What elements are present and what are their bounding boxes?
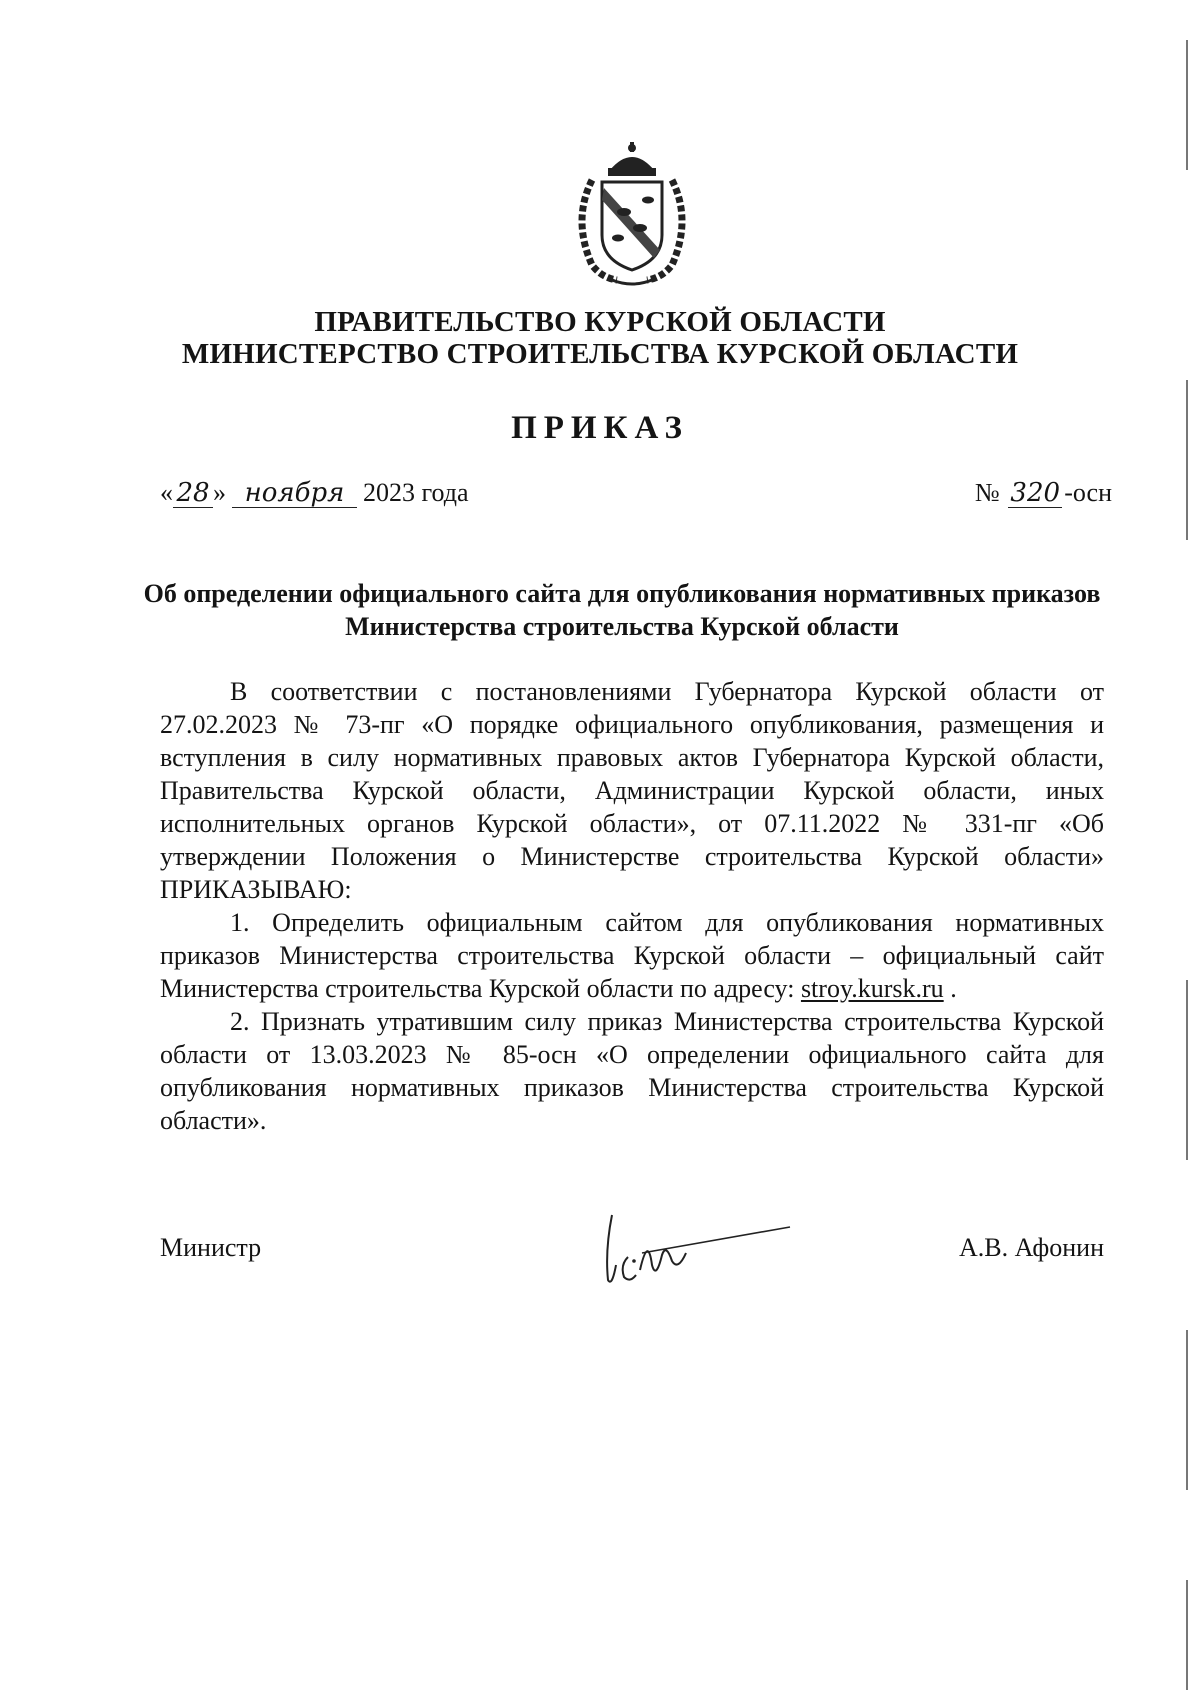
number-prefix: № [974, 478, 1000, 507]
item-1-paragraph [160, 906, 1104, 1005]
government-title: ПРАВИТЕЛЬСТВО КУРСКОЙ ОБЛАСТИ [314, 306, 886, 338]
ministry-title: МИНИСТЕРСТВО СТРОИТЕЛЬСТВА КУРСКОЙ ОБЛАСТИ [181, 338, 1019, 370]
scan-edge-mark [1186, 1330, 1188, 1490]
scan-edge-mark [1186, 380, 1188, 540]
scan-edge-mark [1186, 1580, 1188, 1690]
item-1-text: 1. Определить официальным сайтом для опубликования нормативных приказов Министерства строительства Курской области – официальный сайт Министерства строительства Курской области по адресу: [160, 908, 1104, 1003]
date-month-handwritten: ноября [232, 479, 357, 508]
site-url-link[interactable]: stroy.kursk.ru [800, 974, 944, 1003]
date-day-handwritten: 28 [173, 479, 213, 508]
document-type-title: ПРИКАЗ [511, 410, 689, 446]
number-suffix: -осн [1064, 478, 1112, 507]
scan-edge-mark [1186, 40, 1188, 170]
item-2-paragraph: 2. Признать утратившим силу приказ Министерства строительства Курской области от 13.03.2023 № 85-осн «О определении официального сайта для опубликования нормативных приказов Министерства строительства Курской области». [160, 1007, 1104, 1135]
date-open-quote: « [160, 478, 173, 507]
preamble-paragraph: В соответствии с постановлениями Губернатора Курской области от 27.02.2023 № 73-пг «О порядке официального опубликования, размещения и вступления в силу нормативных правовых актов Губернатора Курской области, Правительства Курской области, Администрации Курской области, иных исполнительных органов Курской области», от 07.11.2022 № 331-пг «Об утверждении Положения о Министерстве строительства Курской области» ПРИКАЗЫВАЮ: [160, 677, 1104, 904]
document-number [975, 478, 1112, 508]
signature-icon [590, 1195, 840, 1295]
item-1-end: . [943, 974, 957, 1003]
scan-edge-mark [1186, 980, 1188, 1160]
document-body [160, 675, 1104, 1137]
signer-name: А.В. Афонин [959, 1233, 1104, 1262]
coat-of-arms-icon [562, 140, 702, 290]
date-close-quote: » [213, 478, 226, 507]
document-subject: Об определении официального сайта для опубликования нормативных приказов Министерства строительства Курской области [143, 579, 1101, 641]
date-year: 2023 года [363, 478, 469, 507]
document-date [160, 478, 469, 508]
signer-position: Министр [160, 1233, 262, 1262]
number-handwritten: 320 [1008, 479, 1062, 508]
